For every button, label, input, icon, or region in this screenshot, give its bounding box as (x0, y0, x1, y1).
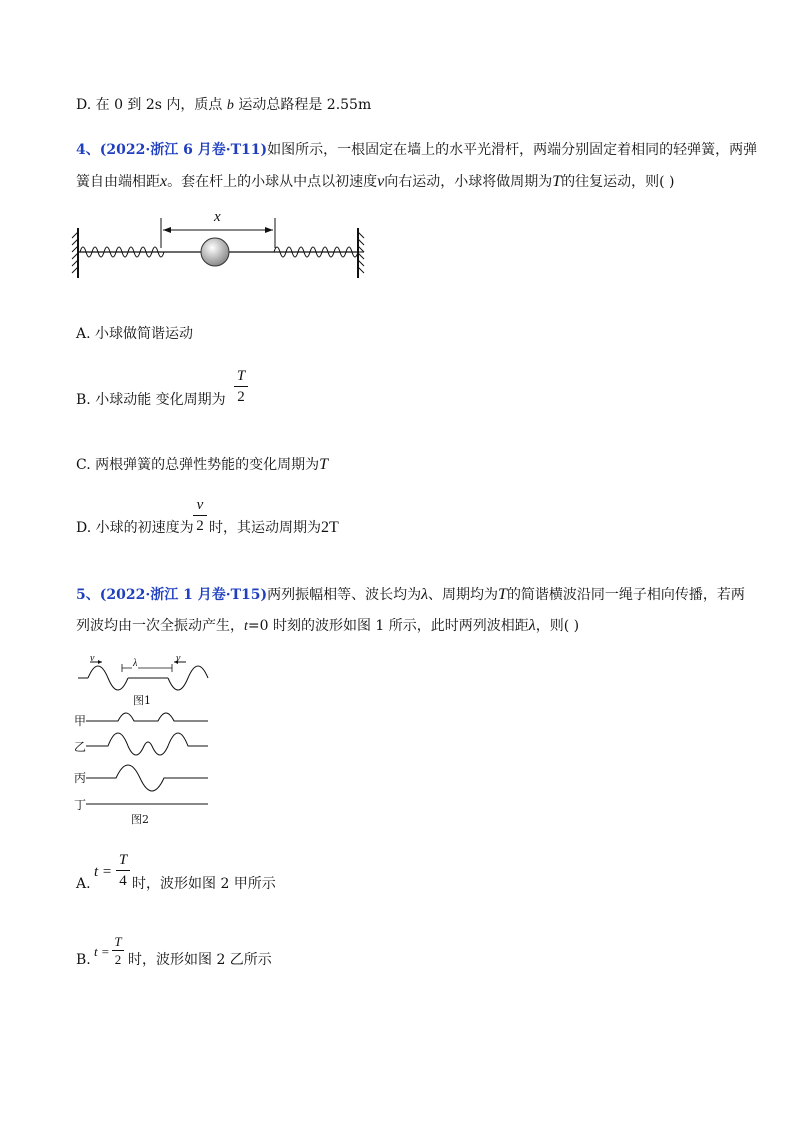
prev-option-d-suffix: 运动总路程是 2.55m (233, 97, 372, 113)
fig1-right-wave (168, 666, 208, 690)
q4-option-b-num: T (236, 368, 246, 384)
q5-line1-a: 两列振幅相等、波长均为 (267, 587, 422, 603)
q5-option-b-label: B. (76, 952, 91, 968)
q4-var-v: v (377, 173, 385, 190)
prev-option-d-prefix: D. 在 0 到 2s 内，质点 (76, 97, 227, 113)
q5-option-a-den: 4 (119, 873, 127, 889)
q4-figure-x-label: x (214, 209, 221, 225)
q4-line2-d: 的往复运动，则( ) (561, 174, 675, 190)
fig1-lambda: λ (133, 658, 138, 669)
q4-line1 (76, 140, 757, 160)
q5-line2 (76, 616, 579, 637)
q5-line1-c: 的简谐横波沿同一绳子相向传播，若两 (506, 587, 745, 603)
fig2-caption: 图2 (131, 813, 149, 826)
q5-option-a-suffix: 时，波形如图 2 甲所示 (132, 876, 276, 892)
q4-option-d-tail (209, 518, 339, 538)
q5-option-b-den: 2 (114, 952, 122, 967)
q4-option-b-fraction (234, 367, 248, 406)
q5-var-t: T (498, 586, 507, 603)
fig2-row-ding: 丁 (74, 798, 87, 812)
q4-option-d-text: D. 小球的初速度为 (76, 520, 194, 536)
q5-line2-b: =0 时刻的波形如图 1 所示，此时两列波相距 (247, 618, 529, 634)
fig1-v-left: v (90, 653, 95, 664)
q4-option-d-num: v (196, 497, 204, 513)
q5-line2-c: ，则( ) (535, 618, 580, 634)
q4-line2-b: 。套在杆上的小球从中点以初速度 (167, 174, 378, 190)
q4-var-x: x (160, 173, 168, 190)
q4-option-c (76, 455, 328, 475)
q5-line2-a: 列波均由一次全振动产生， (76, 618, 244, 634)
q4-option-b-den: 2 (237, 389, 245, 405)
fig2-row-bing: 丙 (74, 771, 87, 785)
q4-option-a: A. 小球做简谐运动 (76, 326, 194, 342)
q5-line1 (76, 585, 745, 605)
q4-line2 (76, 172, 675, 192)
fig2-row-yi: 乙 (74, 740, 87, 754)
q4-option-c-text: C. 两根弹簧的总弹性势能的变化周期为 (76, 457, 320, 473)
q5-option-a-lhs: t = (94, 864, 113, 880)
fig2-wave-bing (86, 765, 208, 791)
q5-option-b-num: T (114, 934, 122, 949)
fig1-caption: 图1 (133, 694, 151, 707)
q5-source: 5、(2022·浙江 1 月卷·T15) (76, 587, 268, 603)
q5-option-b-suffix: 时，波形如图 2 乙所示 (128, 952, 272, 968)
ball (201, 238, 229, 266)
q5-option-a-label: A. (76, 876, 91, 892)
q5-figure-2 (86, 706, 216, 806)
q4-line1-text: 如图所示，一根固定在墙上的水平光滑杆，两端分别固定着相同的轻弹簧，两弹 (267, 142, 758, 158)
q5-line2-t: t (244, 619, 248, 634)
q4-option-d-den: 2 (196, 518, 204, 534)
q4-option-d-fraction (193, 496, 207, 535)
prev-option-d-var: b (226, 98, 234, 113)
q4-option-d-val: 2T (321, 519, 339, 536)
q5-option-b-lhs: t = (94, 944, 110, 959)
fig2-row-jia: 甲 (74, 714, 87, 728)
q4-option-b: B. 小球动能 变化周期为 (76, 392, 226, 408)
q5-line2-lambda: λ (528, 617, 536, 634)
q5-option-a-num: T (118, 852, 128, 868)
q5-option-a-fraction (116, 851, 130, 890)
prev-option-d (76, 95, 371, 116)
q5-lambda: λ (421, 586, 429, 603)
q4-option-d-suffix: 时，其运动周期为 (209, 520, 321, 536)
q5-option-b-fraction (112, 934, 124, 967)
fig2-wave-yi (86, 733, 208, 755)
q4-option-c-var: T (319, 456, 329, 473)
fig1-v-right: v (176, 653, 181, 664)
q4-source: 4、(2022·浙江 6 月卷·T11) (76, 142, 268, 158)
fig2-wave-jia (86, 713, 208, 721)
q4-var-t: T (552, 173, 562, 190)
q5-line1-b: 、周期均为 (428, 587, 499, 603)
q4-line2-a: 簧自由端相距 (76, 174, 160, 190)
q4-line2-c: 向右运动，小球将做周期为 (384, 174, 553, 190)
